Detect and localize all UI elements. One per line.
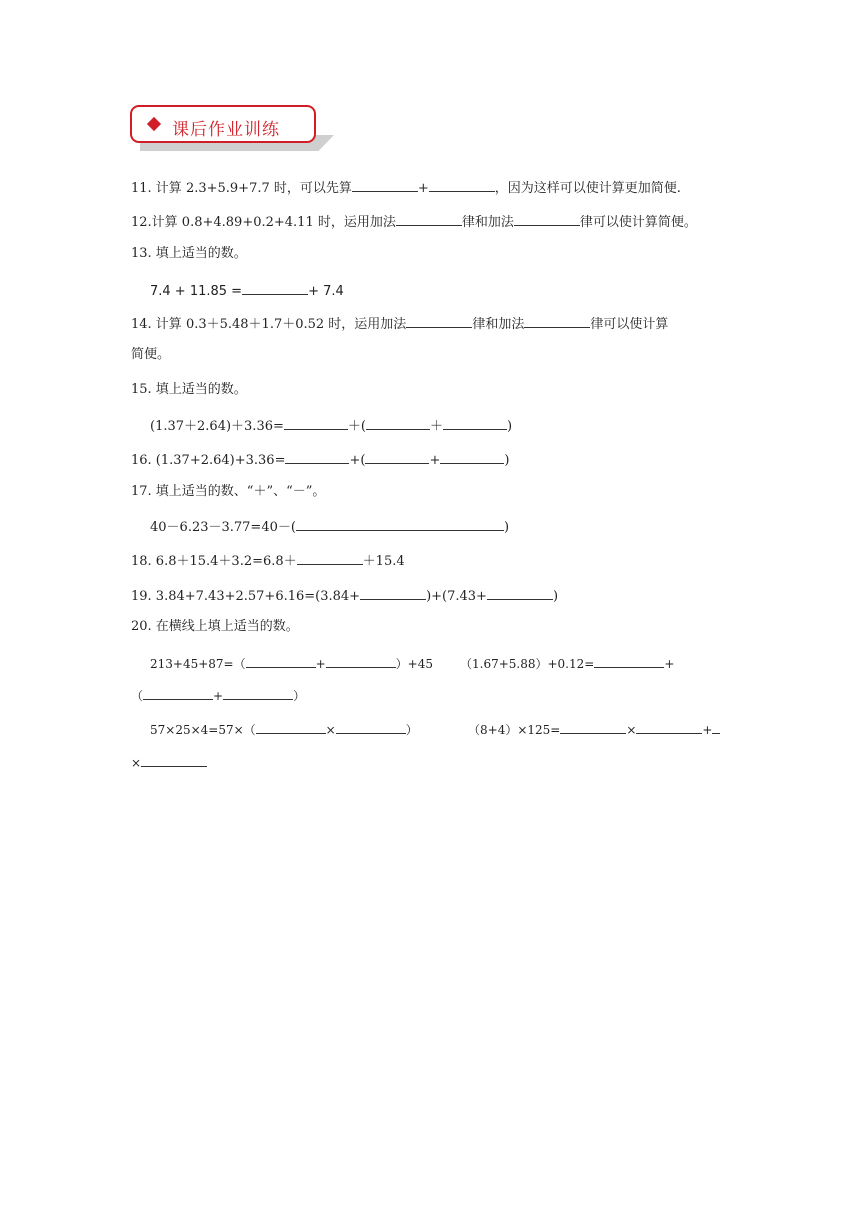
- question-12: [131, 211, 697, 232]
- answer-blank[interactable]: [360, 585, 426, 600]
- answer-blank[interactable]: [440, 449, 504, 464]
- answer-blank[interactable]: [352, 177, 418, 192]
- operator: ): [506, 419, 513, 434]
- answer-blank[interactable]: [365, 449, 429, 464]
- answer-blank[interactable]: [429, 177, 495, 192]
- expression: 57×25×4=57×（: [150, 723, 256, 737]
- question-19: [131, 585, 558, 606]
- question-20-expr-1: [150, 653, 433, 673]
- expression: ）+45: [395, 657, 433, 671]
- question-text: 14. 计算 0.3＋5.48＋1.7＋0.52 时，运用加法: [131, 317, 407, 332]
- answer-blank[interactable]: [246, 653, 316, 668]
- operator: ）: [293, 689, 306, 703]
- answer-blank[interactable]: [514, 211, 580, 226]
- question-20-expr-2-cont: [131, 685, 305, 705]
- question-14: [131, 313, 668, 334]
- answer-blank[interactable]: [141, 752, 207, 767]
- expression: 19. 3.84+7.43+2.57+6.16=(3.84+: [131, 589, 361, 604]
- answer-blank[interactable]: [143, 685, 213, 700]
- expression: （8+4）×125=: [468, 723, 561, 737]
- answer-blank[interactable]: [297, 550, 363, 565]
- question-text: 律和加法: [472, 317, 525, 332]
- question-20-expr-3: [150, 719, 418, 739]
- operator: ×: [325, 723, 336, 737]
- question-text: 11. 计算 2.3+5.9+7.7 时，可以先算: [131, 181, 352, 196]
- answer-blank[interactable]: [487, 585, 553, 600]
- operator: +: [664, 657, 675, 671]
- operator: +: [429, 453, 441, 468]
- question-17: [131, 483, 325, 501]
- answer-blank[interactable]: [326, 653, 396, 668]
- expression: ＋15.4: [362, 554, 405, 569]
- question-16: [131, 449, 509, 470]
- question-text: 15. 填上适当的数。: [131, 382, 247, 397]
- answer-blank[interactable]: [284, 415, 348, 430]
- question-20-expr-4: [468, 719, 720, 739]
- answer-blank[interactable]: [712, 719, 720, 734]
- question-15-expression: [150, 415, 512, 436]
- answer-blank[interactable]: [443, 415, 507, 430]
- operator: +(: [349, 453, 366, 468]
- question-text: 律和加法: [461, 215, 514, 230]
- operator: ＋(: [347, 419, 366, 434]
- question-text: 律可以使计算简便。: [579, 215, 697, 230]
- question-17-expression: [150, 516, 509, 537]
- expression: （1.67+5.88）+0.12=: [460, 657, 595, 671]
- section-title: 课后作业训练: [172, 120, 280, 140]
- section-header: [130, 105, 316, 145]
- answer-blank[interactable]: [396, 211, 462, 226]
- question-14-cont: [131, 346, 170, 364]
- question-text: 12.计算 0.8+4.89+0.2+4.11 时，运用加法: [131, 215, 396, 230]
- answer-blank[interactable]: [406, 313, 472, 328]
- answer-blank[interactable]: [296, 516, 504, 531]
- diamond-icon: [147, 117, 161, 131]
- question-text: ，因为这样可以使计算更加简便.: [494, 181, 681, 196]
- question-text: 17. 填上适当的数、“＋”、“－”。: [131, 484, 326, 499]
- answer-blank[interactable]: [223, 685, 293, 700]
- operator: +: [702, 723, 713, 737]
- question-text: 简便。: [131, 347, 171, 362]
- operator: ×: [626, 723, 637, 737]
- question-text: 20. 在横线上填上适当的数。: [131, 619, 299, 634]
- operator: ): [503, 520, 510, 535]
- question-13: [131, 245, 247, 263]
- answer-blank[interactable]: [256, 719, 326, 734]
- answer-blank[interactable]: [336, 719, 406, 734]
- operator: ）: [405, 723, 418, 737]
- operator: +: [417, 181, 429, 196]
- operator: +: [315, 657, 326, 671]
- answer-blank[interactable]: [636, 719, 702, 734]
- operator: ＋: [429, 419, 443, 434]
- question-18: [131, 550, 405, 571]
- expression: 7.4 + 11.85 =: [150, 284, 243, 299]
- expression: + 7.4: [308, 284, 344, 299]
- expression: （: [131, 689, 144, 703]
- operator: )+(7.43+: [426, 589, 487, 604]
- question-20-expr-4-cont: [131, 752, 207, 772]
- answer-blank[interactable]: [285, 449, 349, 464]
- question-15: [131, 381, 247, 399]
- operator: +: [213, 689, 224, 703]
- answer-blank[interactable]: [242, 280, 308, 295]
- header-box: [130, 105, 316, 143]
- expression: 40－6.23－3.77=40－(: [150, 520, 296, 535]
- question-text: 13. 填上适当的数。: [131, 246, 247, 261]
- expression: (1.37＋2.64)＋3.36=: [150, 419, 284, 434]
- answer-blank[interactable]: [366, 415, 430, 430]
- expression: 213+45+87=（: [150, 657, 246, 671]
- question-20: [131, 618, 299, 636]
- question-11: [131, 177, 681, 198]
- answer-blank[interactable]: [560, 719, 626, 734]
- question-text: 律可以使计算: [590, 317, 669, 332]
- expression: 18. 6.8＋15.4＋3.2=6.8＋: [131, 554, 297, 569]
- operator: ): [552, 589, 559, 604]
- operator: ): [504, 453, 510, 468]
- expression: 16. (1.37+2.64)+3.36=: [131, 453, 286, 468]
- answer-blank[interactable]: [524, 313, 590, 328]
- operator: ×: [131, 756, 142, 770]
- answer-blank[interactable]: [594, 653, 664, 668]
- question-20-expr-2: [460, 653, 674, 673]
- question-13-expression: [150, 280, 344, 301]
